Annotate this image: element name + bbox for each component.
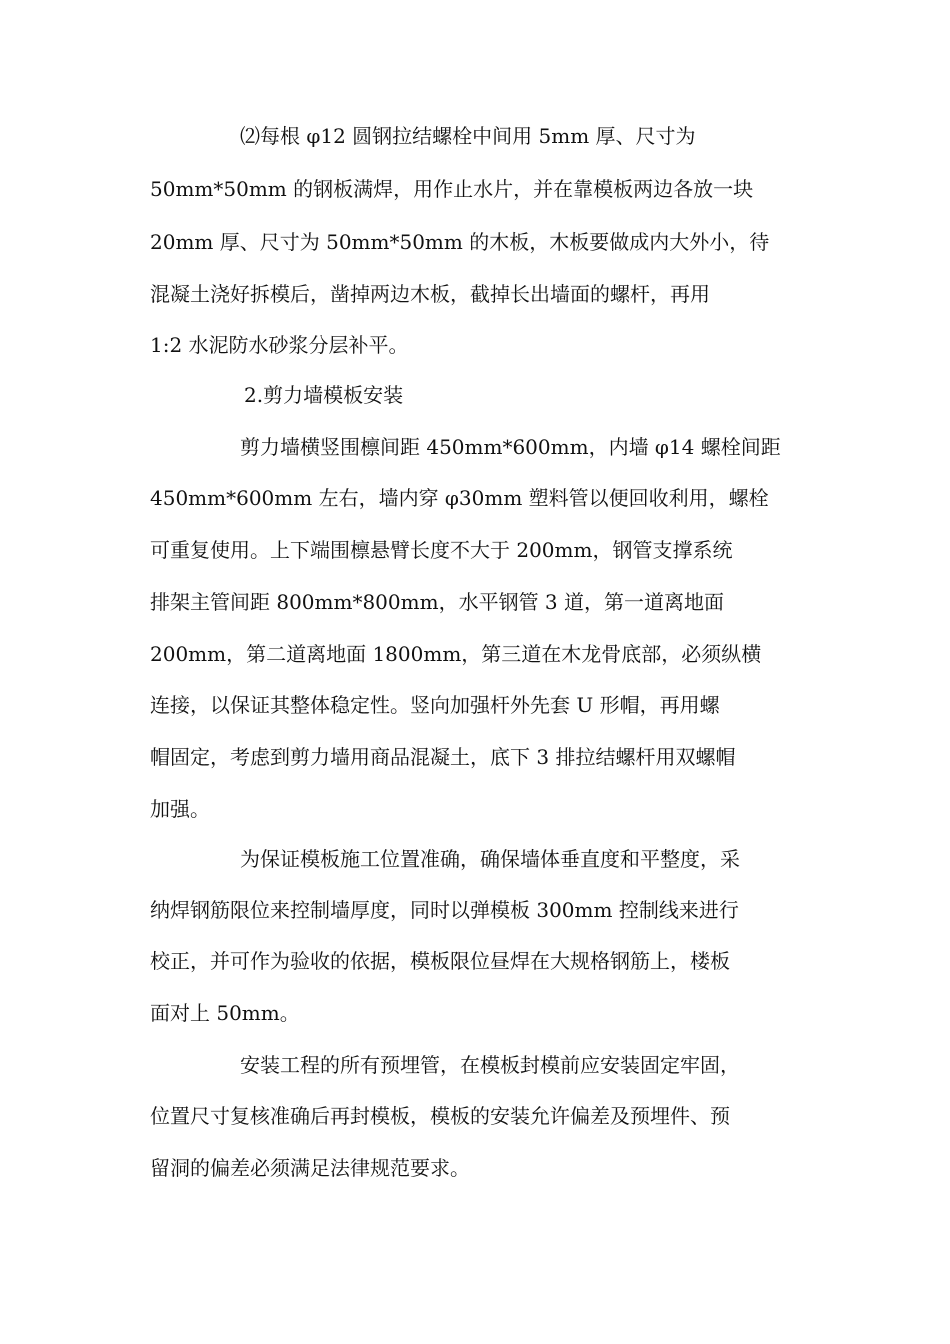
paragraph-4-line-1: 安装工程的所有预埋管，在模板封模前应安装固定牢固， <box>240 1053 740 1077</box>
paragraph-2-line-8: 加强。 <box>150 797 210 821</box>
paragraph-2-line-7: 帽固定，考虑到剪力墙用商品混凝土，底下 3 排拉结螺杆用双螺帽 <box>150 745 736 769</box>
paragraph-2-line-2: 450mm*600mm 左右，墙内穿 φ30mm 塑料管以便回收利用，螺栓 <box>150 486 769 510</box>
paragraph-3-line-2: 纳焊钢筋限位来控制墙厚度，同时以弹模板 300mm 控制线来进行 <box>150 898 739 922</box>
paragraph-2-line-1: 剪力墙横竖围檩间距 450mm*600mm，内墙 φ14 螺栓间距 <box>240 435 781 459</box>
paragraph-1-line-4: 混凝土浇好拆模后，凿掉两边木板，截掉长出墙面的螺杆，再用 <box>150 282 710 306</box>
paragraph-2-line-4: 排架主管间距 800mm*800mm，水平钢管 3 道，第一道离地面 <box>150 590 725 614</box>
paragraph-2-line-3: 可重复使用。上下端围檩悬臂长度不大于 200mm，钢管支撑系统 <box>150 538 733 562</box>
paragraph-2-line-5: 200mm，第二道离地面 1800mm，第三道在木龙骨底部，必须纵横 <box>150 642 762 666</box>
paragraph-1-line-5: 1:2 水泥防水砂浆分层补平。 <box>150 333 409 357</box>
paragraph-1-line-3: 20mm 厚、尺寸为 50mm*50mm 的木板，木板要做成内大外小，待 <box>150 230 770 254</box>
section-heading: 2.剪力墙模板安装 <box>244 383 404 407</box>
paragraph-2-line-6: 连接，以保证其整体稳定性。竖向加强杆外先套 U 形帽，再用螺 <box>150 693 720 717</box>
paragraph-1-line-1: ⑵每根 φ12 圆钢拉结螺栓中间用 5mm 厚、尺寸为 <box>240 124 696 148</box>
paragraph-4-line-3: 留洞的偏差必须满足法律规范要求。 <box>150 1156 470 1180</box>
paragraph-3-line-3: 校正，并可作为验收的依据，模板限位昼焊在大规格钢筋上，楼板 <box>150 949 730 973</box>
paragraph-3-line-1: 为保证模板施工位置准确，确保墙体垂直度和平整度，采 <box>240 847 740 871</box>
paragraph-1-line-2: 50mm*50mm 的钢板满焊，用作止水片，并在靠模板两边各放一块 <box>150 177 754 201</box>
paragraph-4-line-2: 位置尺寸复核准确后再封模板，模板的安装允许偏差及预埋件、预 <box>150 1104 730 1128</box>
paragraph-3-line-4: 面对上 50mm。 <box>150 1001 300 1025</box>
